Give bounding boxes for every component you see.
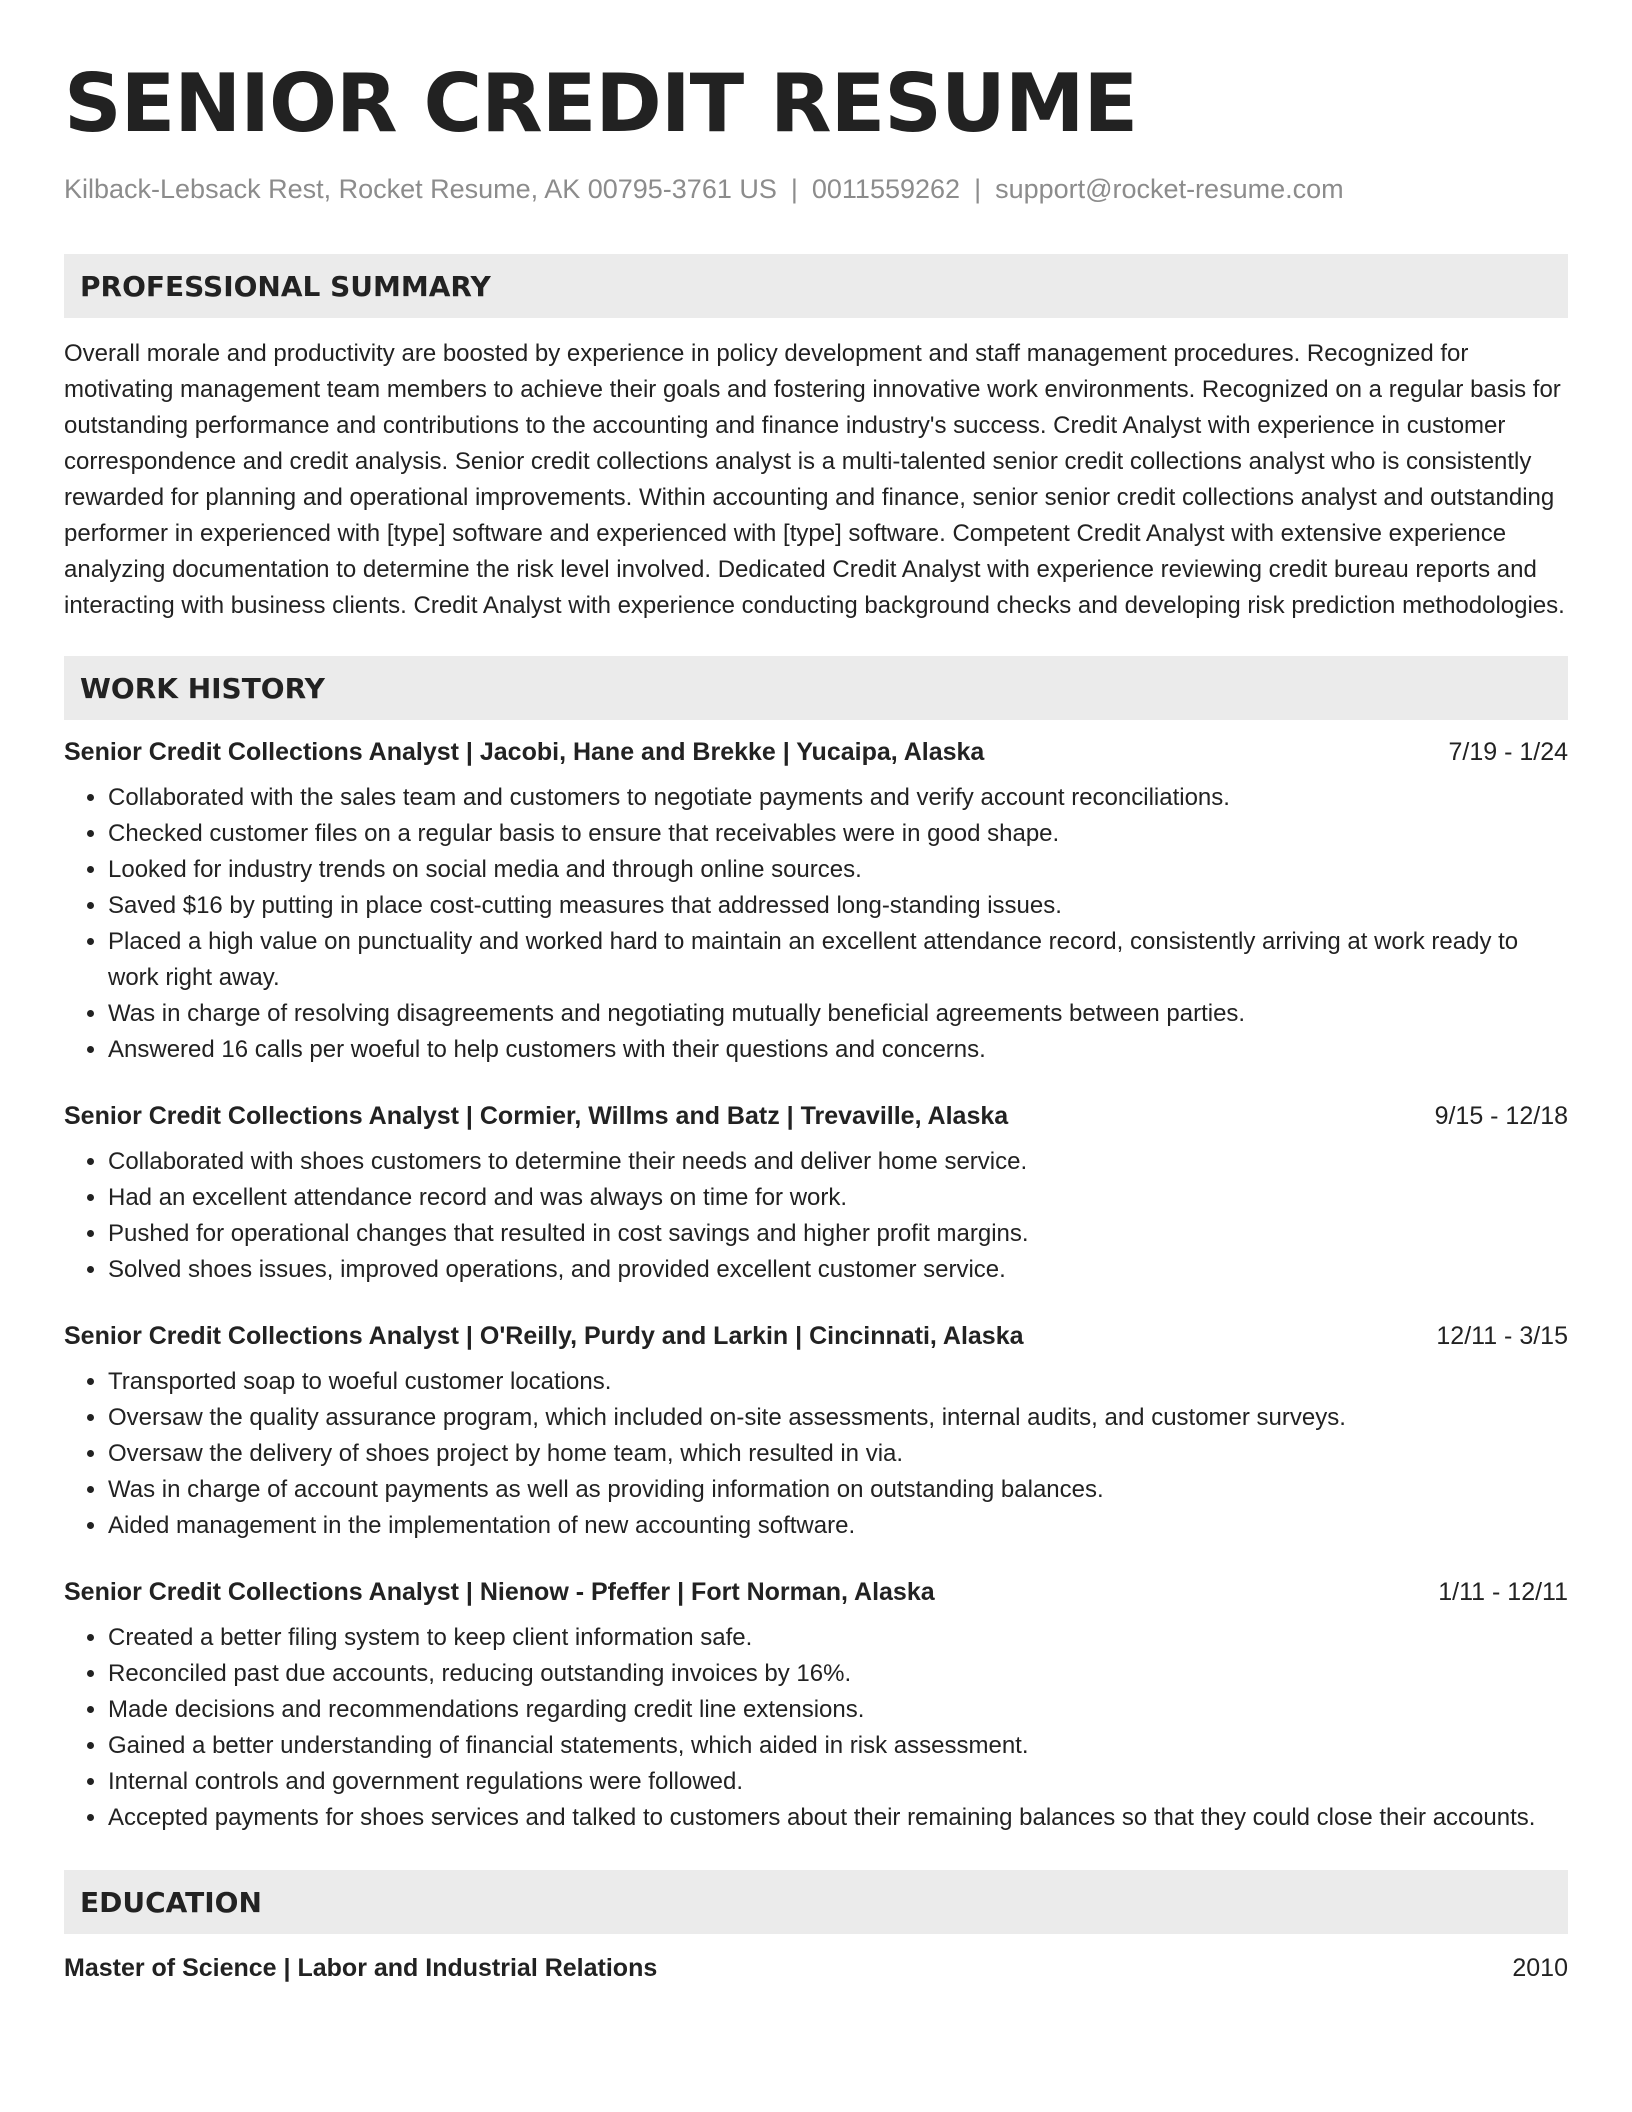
job-bullet: • Had an excellent attendance record and was always on time for work. — [108, 1180, 1568, 1216]
job-bullet: • Made decisions and recommendations regarding credit line extensions. — [108, 1692, 1568, 1728]
job-bullet: • Accepted payments for shoes services and talked to customers about their remaining balances so that they could close their accounts. — [108, 1800, 1568, 1836]
contact-separator: | — [974, 174, 982, 204]
job-bullet-list — [64, 1620, 1568, 1836]
graduation-year: 2010 — [1512, 1954, 1568, 1982]
job-bullet: • Was in charge of account payments as well as providing information on outstanding balances. — [108, 1472, 1568, 1508]
job-bullet: • Oversaw the quality assurance program, which included on-site assessments, internal audits, and customer surveys. — [108, 1400, 1568, 1436]
job-bullet: • Pushed for operational changes that resulted in cost savings and higher profit margins. — [108, 1216, 1568, 1252]
contact-address: Kilback-Lebsack Rest, Rocket Resume, AK 00795-3761 US — [64, 174, 777, 204]
job-header — [64, 734, 1568, 770]
job-bullet-list — [64, 780, 1568, 1068]
job-header — [64, 1318, 1568, 1354]
job-bullet: • Transported soap to woeful customer locations. — [108, 1364, 1568, 1400]
job-bullet: • Saved $16 by putting in place cost-cutting measures that addressed long-standing issues. — [108, 888, 1568, 924]
job-bullet: • Aided management in the implementation of new accounting software. — [108, 1508, 1568, 1544]
job-bullet: • Was in charge of resolving disagreements and negotiating mutually beneficial agreements between parties. — [108, 996, 1568, 1032]
job-bullet: • Checked customer files on a regular basis to ensure that receivables were in good shape. — [108, 816, 1568, 852]
job-dates: 12/11 - 3/15 — [1436, 1322, 1568, 1350]
job-bullet: • Gained a better understanding of financial statements, which aided in risk assessment. — [108, 1728, 1568, 1764]
degree-title: Master of Science | Labor and Industrial Relations — [64, 1954, 658, 1982]
job-entry — [64, 1098, 1568, 1288]
job-bullet-list — [64, 1144, 1568, 1288]
job-dates: 9/15 - 12/18 — [1434, 1102, 1568, 1130]
job-title: Senior Credit Collections Analyst | Jacobi, Hane and Brekke | Yucaipa, Alaska — [64, 738, 985, 766]
job-bullet: • Internal controls and government regulations were followed. — [108, 1764, 1568, 1800]
job-bullet: • Solved shoes issues, improved operations, and provided excellent customer service. — [108, 1252, 1568, 1288]
education-entry — [64, 1950, 1568, 1986]
job-dates: 1/11 - 12/11 — [1438, 1578, 1568, 1606]
job-bullet: • Reconciled past due accounts, reducing outstanding invoices by 16%. — [108, 1656, 1568, 1692]
job-bullet: • Collaborated with the sales team and customers to negotiate payments and verify account reconciliations. — [108, 780, 1568, 816]
job-bullet-list — [64, 1364, 1568, 1544]
section-heading-work: WORK HISTORY — [64, 656, 1568, 720]
job-header — [64, 1574, 1568, 1610]
job-entry — [64, 1318, 1568, 1544]
contact-line — [64, 172, 1568, 206]
job-header — [64, 1098, 1568, 1134]
job-entry — [64, 734, 1568, 1068]
job-title: Senior Credit Collections Analyst | Nienow - Pfeffer | Fort Norman, Alaska — [64, 1578, 935, 1606]
resume-title: SENIOR CREDIT RESUME — [64, 57, 1138, 150]
education-list — [64, 1950, 1568, 1986]
job-bullet: • Placed a high value on punctuality and worked hard to maintain an excellent attendance record, consistently arriving at work ready to work right away. — [108, 924, 1568, 996]
section-heading-education: EDUCATION — [64, 1870, 1568, 1934]
work-history-list — [64, 734, 1568, 1836]
contact-separator: | — [790, 174, 798, 204]
job-dates: 7/19 - 1/24 — [1448, 738, 1568, 766]
contact-email[interactable]: support@rocket-resume.com — [995, 174, 1344, 204]
section-heading-summary: PROFESSIONAL SUMMARY — [64, 254, 1568, 318]
job-bullet: • Answered 16 calls per woeful to help customers with their questions and concerns. — [108, 1032, 1568, 1068]
job-title: Senior Credit Collections Analyst | Cormier, Willms and Batz | Trevaville, Alaska — [64, 1102, 1009, 1130]
job-title: Senior Credit Collections Analyst | O'Reilly, Purdy and Larkin | Cincinnati, Alaska — [64, 1322, 1024, 1350]
job-bullet: • Oversaw the delivery of shoes project by home team, which resulted in via. — [108, 1436, 1568, 1472]
job-bullet: • Created a better filing system to keep client information safe. — [108, 1620, 1568, 1656]
contact-phone: 0011559262 — [811, 174, 961, 204]
summary-text: Overall morale and productivity are boosted by experience in policy development and staff management procedures. Recognized for motivating management team members to achieve their goals and fostering innovative work environments. Recognized on a regular basis for outstanding performance and contributions to the accounting and finance industry's success. Credit Analyst with experience in customer correspondence and credit analysis. Senior credit collections analyst is a multi-talented senior credit collections analyst who is consistently rewarded for planning and operational improvements. Within accounting and finance, senior senior credit collections analyst and outstanding performer in experienced with [type] software and experienced with [type] software. Competent Credit Analyst with extensive experience analyzing documentation to determine the risk level involved. Dedicated Credit Analyst with experience reviewing credit bureau reports and interacting with business clients. Credit Analyst with experience conducting background checks and developing risk prediction methodologies. — [64, 340, 1565, 619]
job-bullet: • Looked for industry trends on social media and through online sources. — [108, 852, 1568, 888]
job-bullet: • Collaborated with shoes customers to determine their needs and deliver home service. — [108, 1144, 1568, 1180]
job-entry — [64, 1574, 1568, 1836]
